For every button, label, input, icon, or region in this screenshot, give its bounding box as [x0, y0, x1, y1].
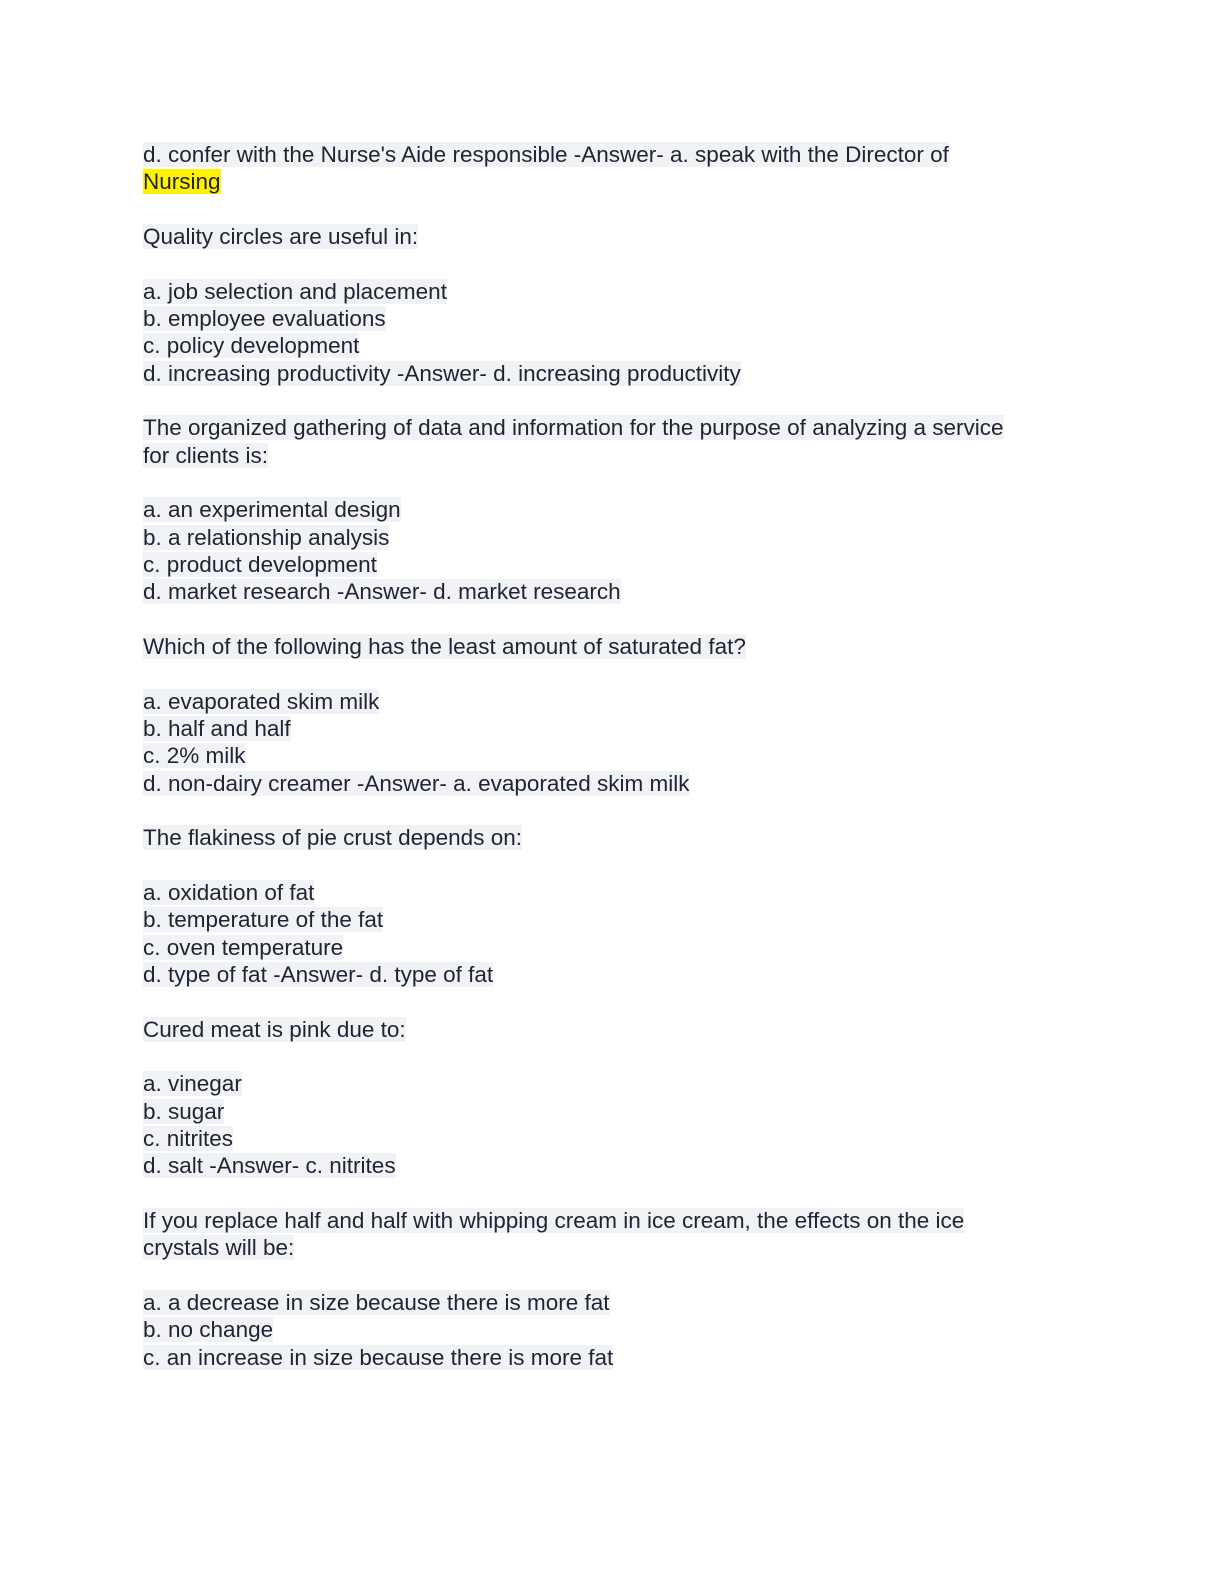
paragraph-gap	[143, 1043, 1083, 1070]
paragraph-gap	[143, 1262, 1083, 1289]
line-text: c. policy development	[143, 333, 360, 359]
line-text: c. product development	[143, 552, 377, 578]
highlighted-text: Nursing	[143, 169, 221, 195]
line-text: d. confer with the Nurse's Aide responsible -Answer- a. speak with the Director of	[143, 142, 949, 167]
paragraph-gap	[143, 250, 1083, 277]
text-line	[143, 742, 1083, 769]
line-text: b. sugar	[143, 1098, 225, 1124]
text-line	[143, 1016, 1083, 1043]
line-text: If you replace half and half with whipping cream in ice cream, the effects on the ice	[143, 1208, 965, 1233]
text-line	[143, 1098, 1083, 1125]
text-line	[143, 1125, 1083, 1152]
text-line	[143, 961, 1083, 988]
text-line	[143, 1344, 1083, 1371]
line-text: Quality circles are useful in:	[143, 223, 419, 249]
text-line	[143, 879, 1083, 906]
paragraph-gap	[143, 852, 1083, 879]
paragraph-gap	[143, 1180, 1083, 1207]
line-text: d. increasing productivity -Answer- d. increasing productivity	[143, 360, 741, 386]
line-text: c. 2% milk	[143, 743, 246, 769]
line-text: a. oxidation of fat	[143, 879, 315, 905]
paragraph-gap	[143, 196, 1083, 223]
line-text: c. an increase in size because there is more fat	[143, 1344, 614, 1370]
text-line	[143, 715, 1083, 742]
text-line	[143, 1207, 1083, 1234]
text-line	[143, 168, 1083, 195]
text-line	[143, 414, 1083, 441]
text-line	[143, 633, 1083, 660]
line-text: b. employee evaluations	[143, 305, 386, 331]
paragraph-gap	[143, 469, 1083, 496]
text-line	[143, 524, 1083, 551]
line-text: d. non-dairy creamer -Answer- a. evaporated skim milk	[143, 770, 690, 796]
line-text: a. vinegar	[143, 1071, 242, 1097]
text-line	[143, 1070, 1083, 1097]
text-line	[143, 934, 1083, 961]
paragraph-gap	[143, 988, 1083, 1015]
line-text: c. nitrites	[143, 1126, 234, 1152]
paragraph-gap	[143, 606, 1083, 633]
line-text: for clients is:	[143, 442, 269, 468]
text-line	[143, 1152, 1083, 1179]
line-text: d. type of fat -Answer- d. type of fat	[143, 962, 494, 988]
line-text: Cured meat is pink due to:	[143, 1016, 406, 1042]
text-line	[143, 360, 1083, 387]
text-line	[143, 496, 1083, 523]
paragraph-gap	[143, 797, 1083, 824]
text-line	[143, 442, 1083, 469]
text-line	[143, 305, 1083, 332]
text-line	[143, 688, 1083, 715]
line-text: b. no change	[143, 1317, 274, 1343]
text-line	[143, 141, 1083, 168]
line-text: The organized gathering of data and information for the purpose of analyzing a service	[143, 415, 1004, 441]
line-text: crystals will be:	[143, 1235, 295, 1261]
text-line	[143, 223, 1083, 250]
line-text: a. job selection and placement	[143, 278, 447, 304]
text-line	[143, 332, 1083, 359]
text-line	[143, 1289, 1083, 1316]
line-text: d. market research -Answer- d. market research	[143, 579, 621, 605]
text-line	[143, 1234, 1083, 1261]
line-text: c. oven temperature	[143, 934, 344, 960]
line-text: b. a relationship analysis	[143, 524, 390, 550]
line-text: a. a decrease in size because there is more fat	[143, 1289, 610, 1315]
text-line	[143, 578, 1083, 605]
text-line	[143, 551, 1083, 578]
line-text: a. evaporated skim milk	[143, 688, 380, 714]
paragraph-gap	[143, 387, 1083, 414]
line-text: a. an experimental design	[143, 497, 401, 523]
line-text: b. half and half	[143, 715, 291, 741]
paragraph-gap	[143, 660, 1083, 687]
line-text: d. salt -Answer- c. nitrites	[143, 1153, 396, 1179]
text-line	[143, 906, 1083, 933]
text-line	[143, 770, 1083, 797]
text-line	[143, 824, 1083, 851]
line-text: Which of the following has the least amount of saturated fat?	[143, 634, 746, 660]
text-line	[143, 278, 1083, 305]
line-text: The flakiness of pie crust depends on:	[143, 825, 522, 851]
text-line	[143, 1316, 1083, 1343]
line-text: b. temperature of the fat	[143, 907, 384, 933]
document-page	[143, 141, 1083, 1371]
